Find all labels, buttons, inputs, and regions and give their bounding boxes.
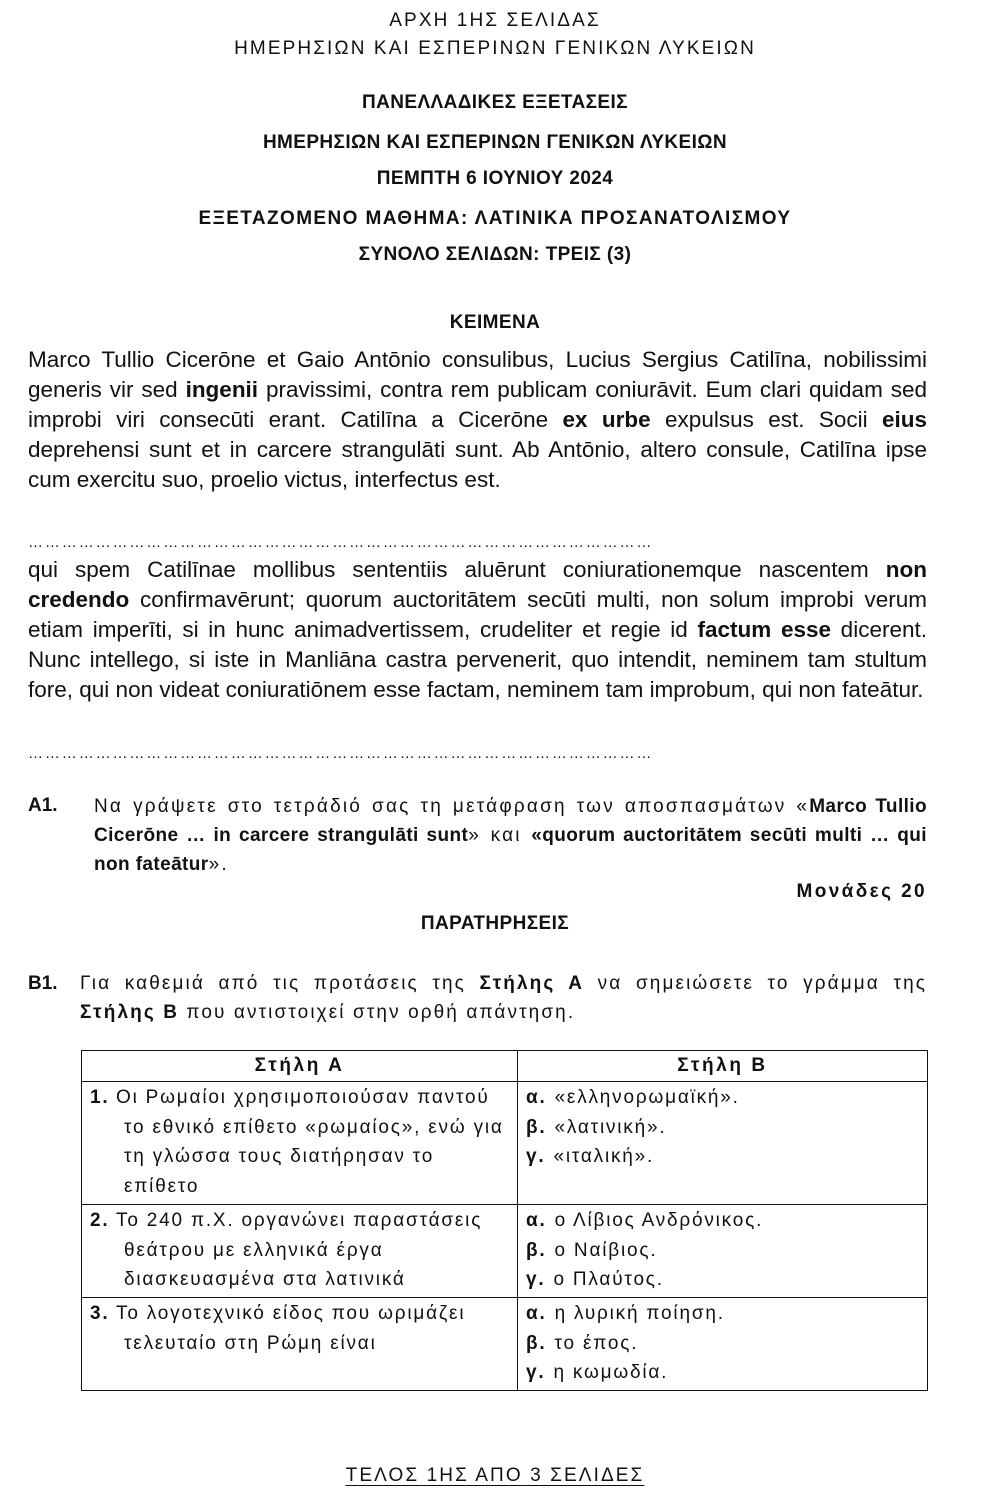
option-item	[526, 1358, 919, 1388]
texts-heading: ΚΕΙΜΕΝΑ	[449, 312, 541, 333]
exam-total-pages: ΣΥΝΟΛΟ ΣΕΛΙΔΩΝ: ΤΡΕΙΣ (3)	[358, 244, 632, 265]
page-header-schools: ΗΜΕΡΗΣΙΩΝ ΚΑΙ ΕΣΠΕΡΙΝΩΝ ΓΕΝΙΚΩΝ ΛΥΚΕΙΩΝ	[234, 38, 756, 59]
option-letter: β.	[526, 1332, 547, 1354]
option-item	[526, 1083, 919, 1113]
passage-2-bold-word: non credendo	[28, 557, 927, 612]
statement-cell	[82, 1297, 518, 1390]
option-text: ο Λίβιος Ανδρόνικος.	[554, 1209, 764, 1231]
table-row	[82, 1297, 928, 1390]
passage-1-bold-word: eius	[881, 407, 927, 432]
a1-latin-excerpt-2: «quorum auctoritātem secūti multi … qui non fateātur	[94, 825, 927, 875]
page-footer	[0, 1465, 990, 1487]
option-item	[526, 1113, 919, 1143]
exam-schools: ΗΜΕΡΗΣΙΩΝ ΚΑΙ ΕΣΠΕΡΙΝΩΝ ΓΕΝΙΚΩΝ ΛΥΚΕΙΩΝ	[262, 132, 728, 153]
option-letter: β.	[526, 1116, 547, 1138]
options-cell	[518, 1082, 928, 1205]
statement-text: Οι Ρωμαίοι χρησιμοποιούσαν παντού το εθνικό επίθετο «ρωμαίος», ενώ για τη γλώσσα τους διατήρησαν το επίθετο	[116, 1087, 504, 1198]
option-text: η λυρική ποίηση.	[554, 1302, 725, 1324]
option-letter: α.	[526, 1087, 547, 1108]
option-item	[526, 1206, 919, 1236]
statement-text: Το λογοτεχνικό είδος που ωριμάζει τελευταίο στη Ρώμη είναι	[116, 1302, 466, 1354]
a1-text-run: » και	[468, 825, 532, 846]
options-cell	[518, 1204, 928, 1297]
option-letter: γ.	[526, 1146, 546, 1168]
question-b1-text	[80, 969, 927, 1027]
passage-1-bold-word: ex urbe	[562, 407, 651, 432]
statement-cell	[82, 1082, 518, 1205]
option-letter: γ.	[526, 1362, 546, 1384]
question-b1-label: Β1.	[28, 973, 58, 994]
ellipsis-separator: …………………………………………………………………………………………………	[28, 747, 654, 761]
passage-2-run: qui spem Catilīnae mollibus sententiis aluērunt coniurationemque nascentem	[28, 557, 886, 582]
option-text: «λατινική».	[554, 1116, 667, 1138]
statement-number: 1.	[90, 1087, 110, 1108]
option-item	[526, 1329, 919, 1359]
option-item	[526, 1236, 919, 1266]
question-a1-points: Μονάδες 20	[796, 881, 927, 902]
table-row	[82, 1082, 928, 1205]
column-a-header: Στήλη Α	[82, 1051, 518, 1082]
option-letter: α.	[526, 1209, 547, 1231]
ellipsis-separator: …………………………………………………………………………………………………	[28, 536, 654, 550]
passage-1-run: pravissimi, contra rem publicam coniurāvit. Eum clari quidam sed improbi viri consecūti erant. Catilīna a Cicerōne	[28, 377, 927, 432]
options-cell	[518, 1297, 928, 1390]
remarks-heading: ΠΑΡΑΤΗΡΗΣΕΙΣ	[420, 913, 570, 934]
statement-number: 3.	[90, 1302, 110, 1324]
statement-number: 2.	[90, 1209, 110, 1231]
option-text: ο Πλαύτος.	[553, 1269, 664, 1291]
page-footer-text: ΤΕΛΟΣ 1ΗΣ ΑΠΟ 3 ΣΕΛΙΔΕΣ	[345, 1465, 645, 1486]
exam-title: ΠΑΝΕΛΛΑΔΙΚΕΣ ΕΞΕΤΑΣΕΙΣ	[362, 92, 628, 113]
b1-text-run: να σημειώσετε το γράμμα της	[584, 973, 928, 994]
option-text: ο Ναίβιος.	[554, 1239, 658, 1261]
option-item	[526, 1265, 919, 1295]
a1-text-run: ».	[208, 854, 229, 875]
column-b-header: Στήλη Β	[518, 1051, 928, 1082]
b1-text-run: Για καθεμιά από τις προτάσεις της	[80, 973, 480, 994]
passage-1-run: deprehensi sunt et in carcere strangulāti sunt. Ab Antōnio, altero consule, Catilīna ipse cum exercitu suo, proelio victus, interfectus est.	[28, 437, 927, 492]
question-a1-label: Α1.	[28, 795, 58, 816]
passage-2-run: confirmavērunt; quorum auctoritātem secūti multi, non solum improbi verum etiam imperīti, si in hunc animadvertissem, crudeliter et regie id	[28, 587, 927, 642]
option-letter: β.	[526, 1239, 547, 1261]
option-text: «ελληνορωμαϊκή».	[554, 1087, 740, 1108]
a1-latin-excerpt-1: Marco Tullio Cicerōne … in carcere strangulāti sunt	[94, 796, 927, 846]
statement-text: Το 240 π.Χ. οργανώνει παραστάσεις θεάτρου με ελληνικά έργα διασκευασμένα στα λατινικά	[116, 1209, 483, 1291]
b1-text-run: που αντιστοιχεί στην ορθή απάντηση.	[179, 1002, 576, 1023]
option-text: το έπος.	[554, 1332, 639, 1354]
option-item	[526, 1142, 919, 1172]
a1-text-run: Να γράψετε στο τετράδιό σας τη μετάφραση των αποσπασμάτων «	[94, 796, 810, 817]
passage-1-run: Marco Tullio Cicerōne et Gaio Antōnio consulibus, Lucius Sergius Catilīna, nobilissimi generis vir sed	[28, 347, 927, 402]
b1-column-ref: Στήλης Β	[80, 1002, 180, 1023]
table-row	[82, 1204, 928, 1297]
matching-table	[81, 1050, 928, 1391]
option-text: «ιταλική».	[553, 1146, 655, 1168]
exam-subject: ΕΞΕΤΑΖΟΜΕΝΟ ΜΑΘΗΜΑ: ΛΑΤΙΝΙΚΑ ΠΡΟΣΑΝΑΤΟΛΙΣΜΟΥ	[198, 208, 792, 229]
option-text: η κωμωδία.	[553, 1362, 669, 1384]
option-item	[526, 1299, 919, 1329]
table-header-row	[82, 1051, 928, 1082]
passage-2-bold-word: factum esse	[697, 617, 831, 642]
latin-passage-1	[28, 345, 927, 495]
passage-2-run: dicerent. Nunc intellego, si iste in Manliāna castra pervenerit, quo intendit, neminem tam stultum fore, qui non videat coniuratiōnem esse factam, neminem tam improbum, qui non fateātur.	[28, 617, 927, 702]
b1-column-ref: Στήλης Α	[479, 973, 585, 994]
page-header-start: ΑΡΧΗ 1ΗΣ ΣΕΛΙΔΑΣ	[389, 10, 601, 31]
passage-1-bold-word: ingenii	[185, 377, 259, 402]
question-a1-text	[94, 792, 927, 879]
passage-1-run: expulsus est. Socii	[650, 407, 882, 432]
exam-date: ΠΕΜΠΤΗ 6 ΙΟΥΝΙΟΥ 2024	[376, 168, 614, 189]
option-letter: α.	[526, 1302, 547, 1324]
latin-passage-2	[28, 555, 927, 705]
statement-cell	[82, 1204, 518, 1297]
option-letter: γ.	[526, 1269, 546, 1291]
